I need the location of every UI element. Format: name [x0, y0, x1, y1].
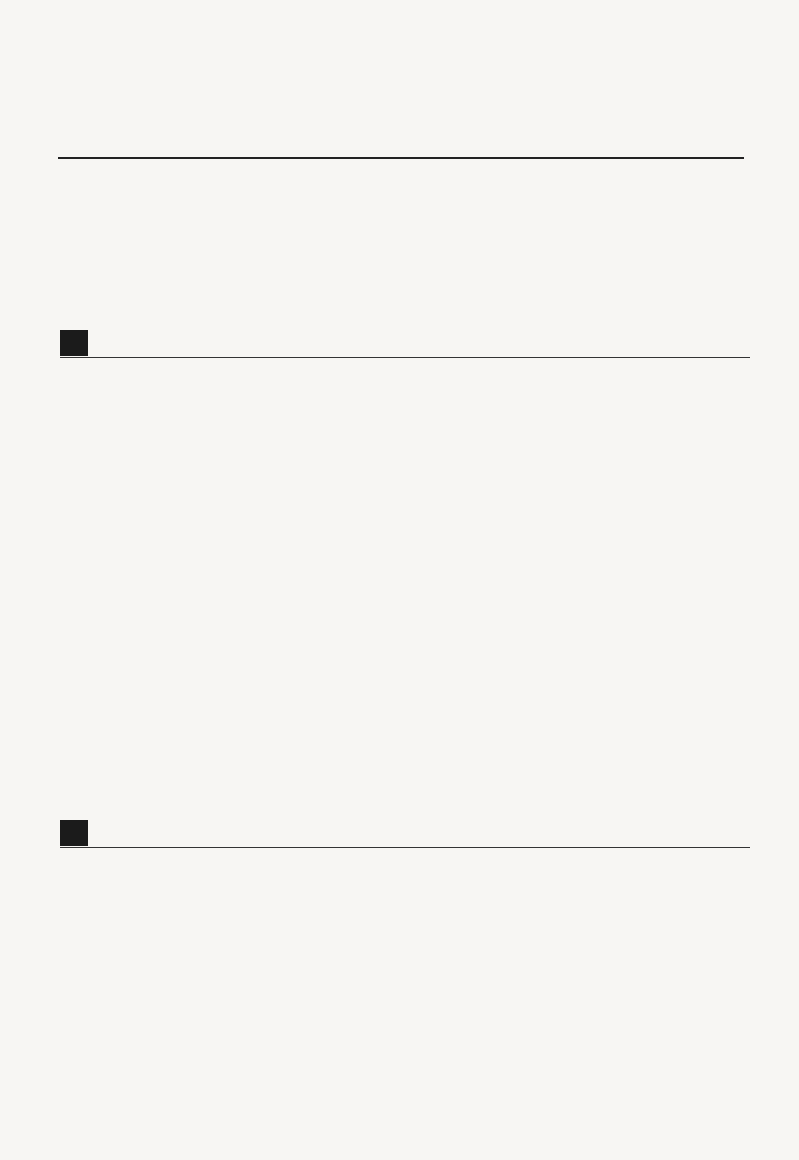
section-academic-review	[60, 820, 750, 852]
section-header	[60, 820, 750, 848]
section-header	[60, 330, 750, 358]
section-rule	[60, 357, 750, 358]
section-label	[60, 820, 88, 846]
section-rule	[60, 847, 750, 848]
section-label	[60, 330, 88, 356]
section-special-topics	[60, 330, 750, 362]
title-rule	[58, 157, 744, 159]
